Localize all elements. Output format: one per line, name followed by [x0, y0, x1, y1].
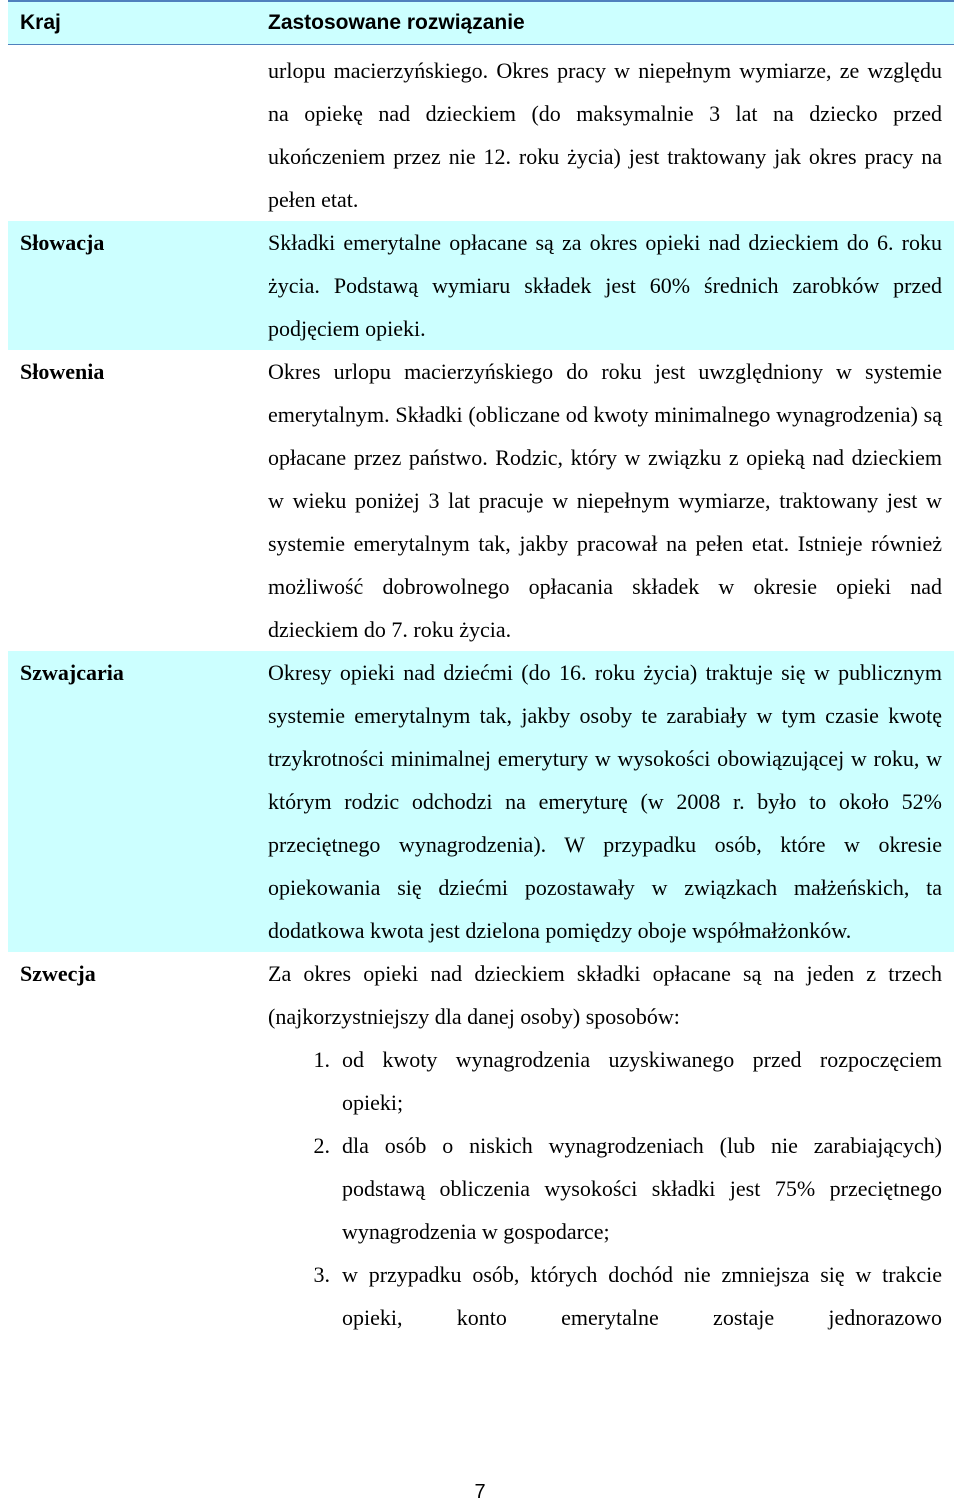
- countries-table: [8, 0, 954, 1339]
- solution-text: Okres urlopu macierzyńskiego do roku jest uwzględniony w systemie emerytalnym. Składki (obliczane od kwoty minimalnego wynagrodzenia) są opłacane przez państwo. Rodzic, który w związku z opieką nad dzieckiem w wieku poniżej 3 lat pracuje w niepełnym wymiarze, traktowany jest w systemie emerytalnym tak, jakby pracował na pełen etat. Istnieje również możliwość dobrowolnego opłacania składek w okresie opieki nad dzieckiem do 7. roku życia.: [268, 359, 942, 642]
- list-number: 1.: [313, 1047, 330, 1072]
- list-number: 3.: [313, 1262, 330, 1287]
- header-country: Kraj: [20, 11, 61, 34]
- country-name: Szwajcaria: [20, 660, 124, 685]
- solution-text: Za okres opieki nad dzieckiem składki opłacane są na jeden z trzech (najkorzystniejszy dla danej osoby) sposobów:: [268, 961, 942, 1029]
- table-row: [8, 350, 954, 651]
- list-item: [268, 1038, 942, 1124]
- solution-cell: [268, 952, 954, 1339]
- country-name: [8, 49, 268, 221]
- list-number: 2.: [313, 1133, 330, 1158]
- country-name: Słowenia: [20, 359, 105, 384]
- list-item: [268, 1124, 942, 1253]
- methods-list: [268, 1038, 942, 1339]
- header-solution: Zastosowane rozwiązanie: [268, 11, 525, 34]
- table-row: [8, 651, 954, 952]
- solution-text: urlopu macierzyńskiego. Okres pracy w niepełnym wymiarze, ze względu na opiekę nad dzieckiem (do maksymalnie 3 lat na dziecko przed ukończeniem przez nie 12. roku życia) jest traktowany jak okres pracy na pełen etat.: [268, 58, 942, 212]
- table-row: [8, 952, 954, 1339]
- table-row: [8, 221, 954, 350]
- list-item: [268, 1253, 942, 1339]
- table-header-row: [8, 0, 954, 45]
- solution-text: Składki emerytalne opłacane są za okres opieki nad dzieckiem do 6. roku życia. Podstawą wymiaru składek jest 60% średnich zarobków przed podjęciem opieki.: [268, 230, 942, 341]
- solution-text: Okresy opieki nad dziećmi (do 16. roku życia) traktuje się w publicznym systemie emerytalnym tak, jakby osoby te zarabiały w tym czasie kwotę trzykrotności minimalnej emerytury w wysokości obowiązującej w roku, w którym rodzic odchodzi na emeryturę (w 2008 r. było to około 52% przeciętnego wynagrodzenia). W przypadku osób, które w okresie opiekowania się dziećmi pozostawały w związkach małżeńskich, ta dodatkowa kwota jest dzielona pomiędzy oboje współmałżonków.: [268, 660, 942, 943]
- page-number: 7: [474, 1481, 486, 1503]
- list-text: dla osób o niskich wynagrodzeniach (lub nie zarabiających) podstawą obliczenia wysokości składki jest 75% przeciętnego wynagrodzenia w gospodarce;: [342, 1133, 942, 1244]
- list-text: od kwoty wynagrodzenia uzyskiwanego przed rozpoczęciem opieki;: [342, 1047, 942, 1115]
- table-row: [8, 45, 954, 221]
- country-name: Szwecja: [20, 961, 96, 986]
- list-text: w przypadku osób, których dochód nie zmniejsza się w trakcie opieki, konto emerytalne zostaje jednorazowo: [342, 1262, 942, 1330]
- country-name: Słowacja: [20, 230, 105, 255]
